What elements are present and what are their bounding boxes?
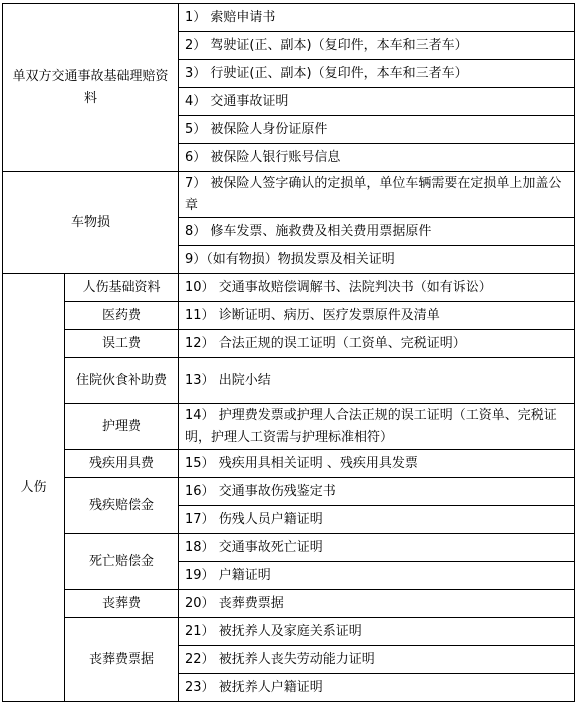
subcategory-disability-compensation: 残疾赔偿金 xyxy=(65,478,179,534)
document-item: 2） 驾驶证(正、副本)（复印件，本车和三者车） xyxy=(179,32,575,60)
document-item: 4） 交通事故证明 xyxy=(179,88,575,116)
subcategory-medical-expenses: 医药费 xyxy=(65,302,179,330)
document-item: 6） 被保险人银行账号信息 xyxy=(179,144,575,172)
category-vehicle-damage: 车物损 xyxy=(3,172,179,274)
document-item: 11） 诊断证明、病历、医疗发票原件及清单 xyxy=(179,302,575,330)
document-item: 19） 户籍证明 xyxy=(179,562,575,590)
table-row xyxy=(3,450,575,478)
subcategory-lost-wages: 误工费 xyxy=(65,330,179,358)
claims-documents-table xyxy=(2,3,575,702)
subcategory-funeral-receipts: 丧葬费票据 xyxy=(65,618,179,702)
document-item: 23） 被抚养人户籍证明 xyxy=(179,674,575,702)
document-item: 17） 伤残人员户籍证明 xyxy=(179,506,575,534)
document-item: 5） 被保险人身份证原件 xyxy=(179,116,575,144)
category-basic-claim-docs: 单双方交通事故基础理赔资料 xyxy=(3,4,179,172)
subcategory-injury-basic-docs: 人伤基础资料 xyxy=(65,274,179,302)
subcategory-hospital-meal-allowance: 住院伙食补助费 xyxy=(65,358,179,404)
subcategory-death-compensation: 死亡赔偿金 xyxy=(65,534,179,590)
document-item: 22） 被抚养人丧失劳动能力证明 xyxy=(179,646,575,674)
document-item: 20） 丧葬费票据 xyxy=(179,590,575,618)
subcategory-disability-aids: 残疾用具费 xyxy=(65,450,179,478)
subcategory-funeral-expenses: 丧葬费 xyxy=(65,590,179,618)
document-item: 12） 合法正规的误工证明（工资单、完税证明） xyxy=(179,330,575,358)
table-row xyxy=(3,4,575,32)
document-item: 21） 被抚养人及家庭关系证明 xyxy=(179,618,575,646)
table-row xyxy=(3,404,575,450)
document-item: 18） 交通事故死亡证明 xyxy=(179,534,575,562)
document-item: 13） 出院小结 xyxy=(179,358,575,404)
document-item: 10） 交通事故赔偿调解书、法院判决书（如有诉讼） xyxy=(179,274,575,302)
document-item: 9）（如有物损）物损发票及相关证明 xyxy=(179,246,575,274)
document-item: 15） 残疾用具相关证明 、残疾用具发票 xyxy=(179,450,575,478)
document-item: 8） 修车发票、施救费及相关费用票据原件 xyxy=(179,218,575,246)
table-row xyxy=(3,274,575,302)
document-item: 14） 护理费发票或护理人合法正规的误工证明（工资单、完税证明，护理人工资需与护理标准相符） xyxy=(179,404,575,450)
table-row xyxy=(3,590,575,618)
document-item: 1） 索赔申请书 xyxy=(179,4,575,32)
table-row xyxy=(3,358,575,404)
document-item: 3） 行驶证(正、副本)（复印件，本车和三者车） xyxy=(179,60,575,88)
table-row xyxy=(3,618,575,646)
table-row xyxy=(3,302,575,330)
category-personal-injury: 人伤 xyxy=(3,274,65,702)
document-item: 16） 交通事故伤残鉴定书 xyxy=(179,478,575,506)
table-row xyxy=(3,478,575,506)
subcategory-nursing-fee: 护理费 xyxy=(65,404,179,450)
table-row xyxy=(3,330,575,358)
table-row xyxy=(3,534,575,562)
document-item: 7） 被保险人签字确认的定损单，单位车辆需要在定损单上加盖公章 xyxy=(179,172,575,218)
table-row xyxy=(3,172,575,218)
